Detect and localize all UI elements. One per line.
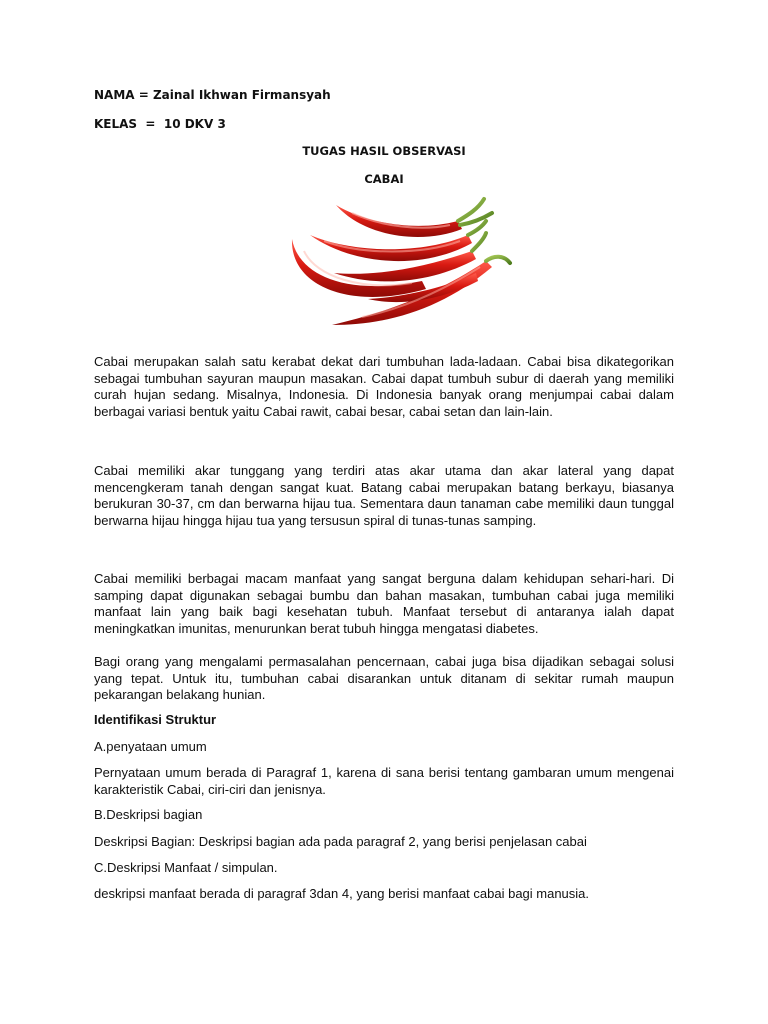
- structure-c-text: deskripsi manfaat berada di paragraf 3dan 4, yang berisi manfaat cabai bagi manusia.: [94, 886, 590, 901]
- document-subtitle: CABAI: [364, 172, 404, 186]
- structure-b-text: Deskripsi Bagian: Deskripsi bagian ada pada paragraf 2, yang berisi penjelasan cabai: [94, 834, 587, 849]
- paragraph-2: Cabai memiliki akar tunggang yang terdiri atas akar utama dan akar lateral yang dapat mencengkeram tanah dengan sangat kuat. Batang cabai merupakan batang berkayu, biasanya berukuran 30-37, cm dan berwarna hijau tua. Sementara daun tanaman cabe memiliki daun tunggal berwarna hijau hingga hijau tua yang tersusun spiral di tunas-tunas samping.: [94, 463, 674, 528]
- student-class: KELAS = 10 DKV 3: [94, 117, 226, 131]
- structure-heading: Identifikasi Struktur: [94, 712, 217, 727]
- chili-peppers-image: [272, 193, 522, 333]
- structure-c-label: C.Deskripsi Manfaat / simpulan.: [94, 860, 278, 875]
- document-title: TUGAS HASIL OBSERVASI: [302, 144, 466, 158]
- structure-a-text: Pernyataan umum berada di Paragraf 1, karena di sana berisi tentang gambaran umum mengenai karakteristik Cabai, ciri-ciri dan jenisnya.: [94, 765, 674, 797]
- structure-b-label: B.Deskripsi bagian: [94, 807, 203, 822]
- paragraph-4: Bagi orang yang mengalami permasalahan pencernaan, cabai juga bisa dijadikan sebagai solusi yang tepat. Untuk itu, tumbuhan cabai disarankan untuk ditanam di sekitar rumah maupun pekarangan belakang hunian.: [94, 654, 674, 702]
- structure-a-label: A.penyataan umum: [94, 739, 207, 754]
- student-name: NAMA = Zainal Ikhwan Firmansyah: [94, 88, 331, 102]
- red-chili-peppers-icon: [272, 193, 522, 333]
- paragraph-1: Cabai merupakan salah satu kerabat dekat dari tumbuhan lada-ladaan. Cabai bisa dikategorikan sebagai tumbuhan sayuran maupun masakan. Cabai dapat tumbuh subur di daerah yang memiliki curah hujan sedang. Misalnya, Indonesia. Di Indonesia banyak orang menjumpai cabai dalam berbagai variasi bentuk yaitu Cabai rawit, cabai besar, cabai setan dan lain-lain.: [94, 354, 674, 419]
- paragraph-3: Cabai memiliki berbagai macam manfaat yang sangat berguna dalam kehidupan sehari-hari. Di samping dapat digunakan sebagai bumbu dan bahan masakan, tumbuhan cabai juga memiliki manfaat lain yang baik bagi kesehatan tubuh. Manfaat tersebut di antaranya ialah dapat meningkatkan imunitas, menurunkan berat tubuh hingga mengatasi diabetes.: [94, 571, 674, 636]
